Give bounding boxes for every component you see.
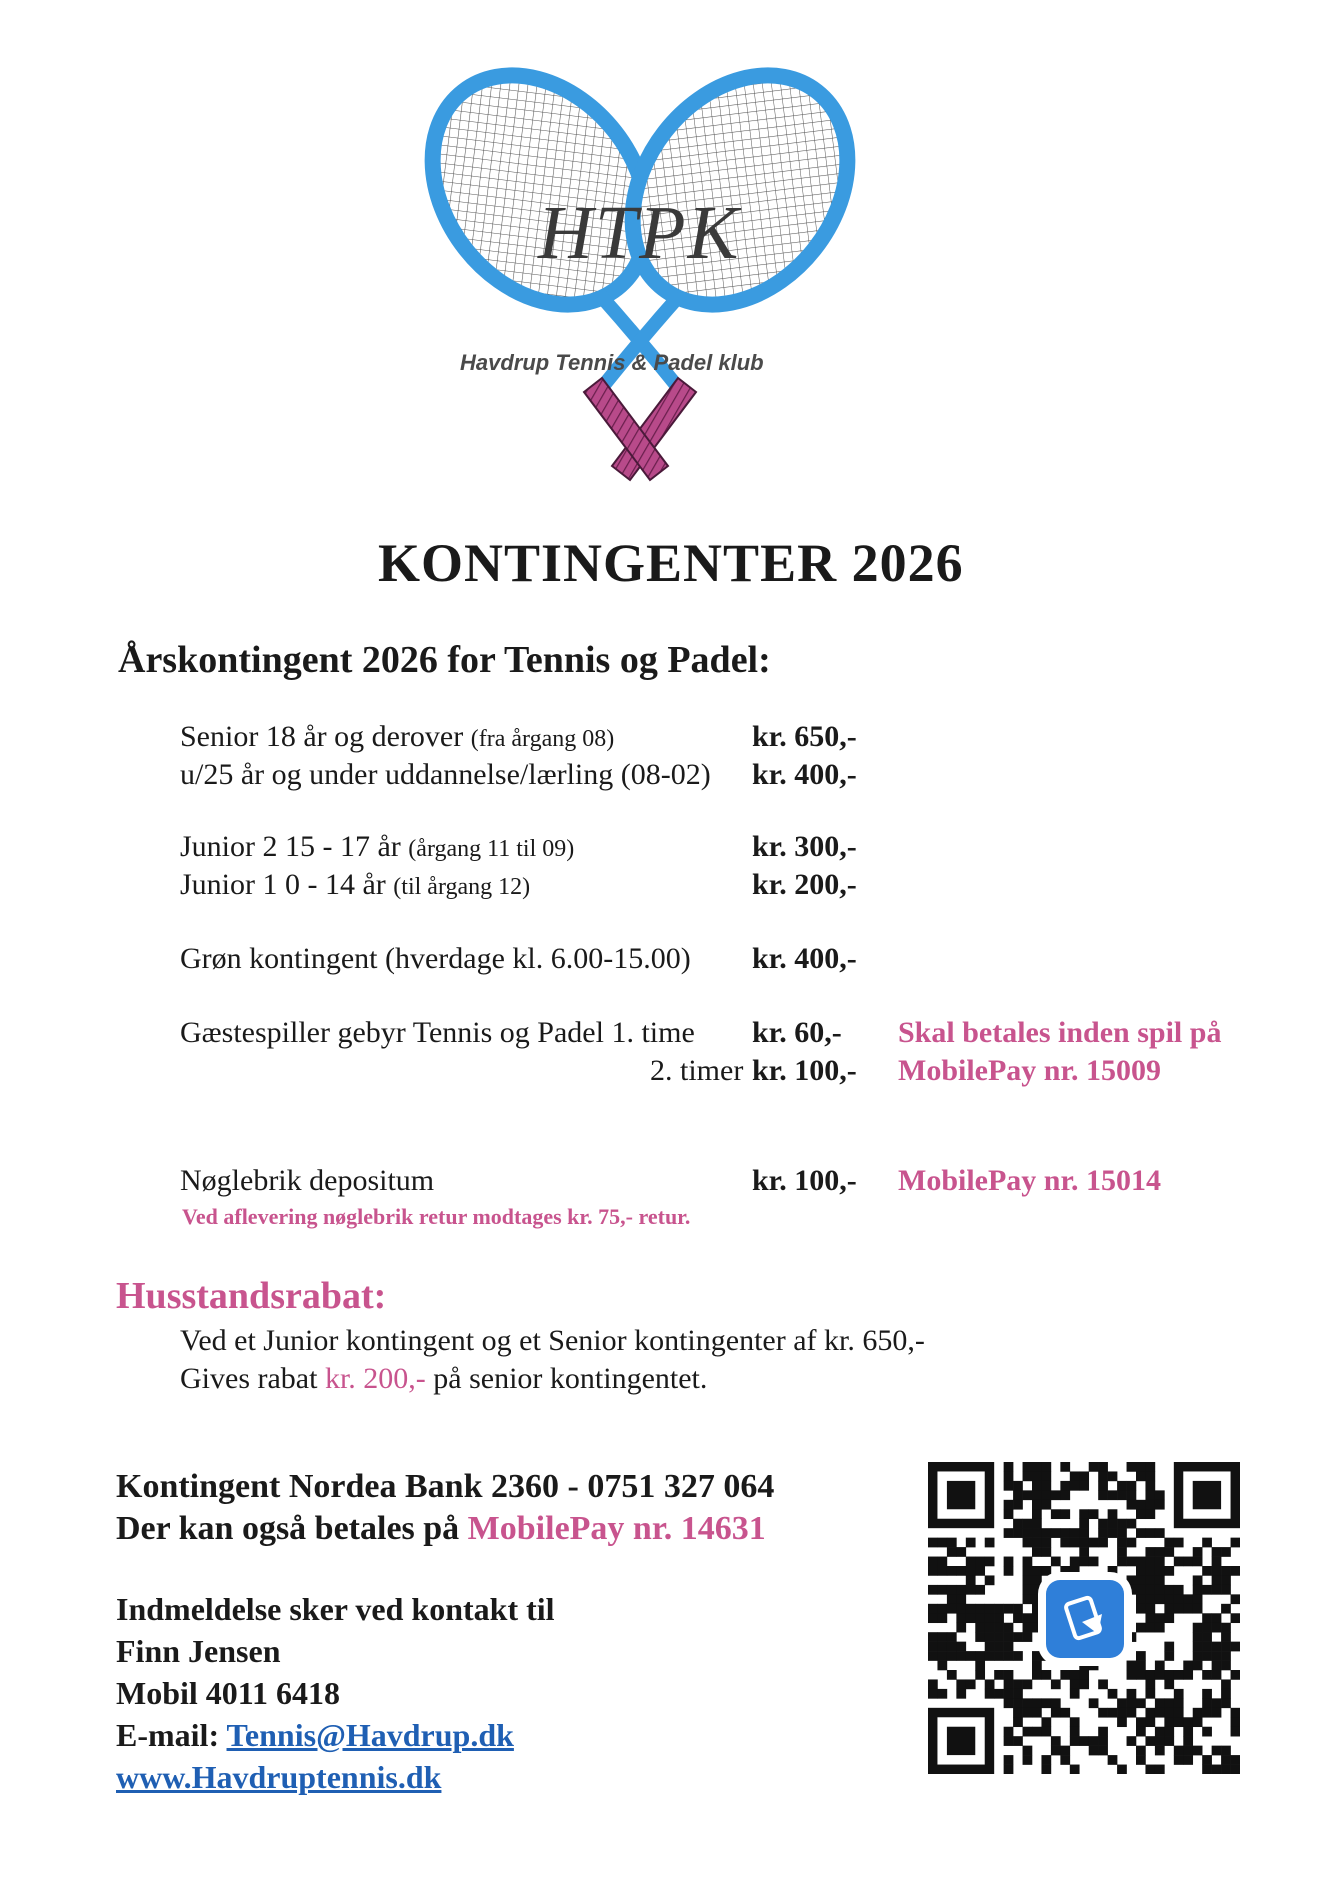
list-item: [180, 942, 691, 976]
club-logo: [380, 60, 900, 500]
row-label: Junior 1 0 - 14 år: [180, 868, 386, 901]
key-price: kr. 100,-: [752, 1164, 857, 1197]
key-return-note: Ved aflevering nøglebrik retur modtages kr. 75,- retur.: [182, 1204, 691, 1229]
row-note: (årgang 11 til 09): [408, 836, 575, 862]
row-note: (fra årgang 08): [470, 726, 615, 752]
contact-email-row: [116, 1714, 514, 1756]
mobilepay-number: MobilePay nr. 14631: [467, 1510, 766, 1547]
list-item: [180, 720, 614, 754]
bank-text: Der kan også betales på: [116, 1510, 468, 1547]
email-link[interactable]: Tennis@Havdrup.dk: [226, 1717, 514, 1753]
household-discount: kr. 200,-: [324, 1362, 426, 1395]
mobilepay-qr-code: [928, 1462, 1240, 1774]
crossed-rackets-icon: [380, 60, 900, 500]
key-note: MobilePay nr. 15014: [898, 1164, 1162, 1197]
row-price: kr. 400,-: [752, 758, 857, 791]
guest-label-2: 2. timer: [650, 1054, 744, 1087]
row-price: kr. 400,-: [752, 942, 857, 975]
guest-price-2: kr. 100,-: [752, 1054, 857, 1087]
contact-name: Finn Jensen: [116, 1633, 281, 1669]
row-price: kr. 300,-: [752, 830, 857, 863]
household-text: Gives rabat: [180, 1362, 325, 1395]
list-item: [180, 868, 530, 902]
email-label: E-mail:: [116, 1717, 227, 1753]
guest-label-1: Gæstespiller gebyr Tennis og Padel 1. time: [180, 1016, 695, 1049]
household-line-2: [180, 1362, 707, 1396]
list-item: [180, 830, 574, 864]
logo-club-name: Havdrup Tennis & Padel klub: [460, 350, 764, 375]
guest-price-1: kr. 60,-: [752, 1016, 842, 1049]
bank-line-1: Kontingent Nordea Bank 2360 - 0751 327 064: [116, 1468, 775, 1505]
annual-heading: Årskontingent 2026 for Tennis og Padel:: [118, 639, 771, 681]
row-label: Junior 2 15 - 17 år: [180, 830, 401, 863]
household-text: på senior kontingentet.: [425, 1362, 708, 1395]
row-price: kr. 200,-: [752, 868, 857, 901]
guest-note-2: MobilePay nr. 15009: [898, 1054, 1162, 1087]
row-label: u/25 år og under uddannelse/lærling (08-02): [180, 758, 711, 791]
household-heading: Husstandsrabat:: [116, 1275, 387, 1317]
row-label: Senior 18 år og derover: [180, 720, 464, 753]
list-item: [180, 758, 711, 792]
key-label: Nøglebrik depositum: [180, 1164, 435, 1197]
household-line-1: Ved et Junior kontingent og et Senior kontingenter af kr. 650,-: [180, 1324, 925, 1357]
website-link[interactable]: www.Havdruptennis.dk: [116, 1759, 442, 1795]
contact-line: Indmeldelse sker ved kontakt til: [116, 1591, 555, 1627]
page-title: KONTINGENTER 2026: [378, 533, 964, 593]
mobilepay-icon: [1046, 1580, 1124, 1658]
row-note: (til årgang 12): [393, 874, 531, 900]
contact-mobile: Mobil 4011 6418: [116, 1675, 341, 1711]
logo-initials: HTPK: [538, 191, 741, 275]
guest-note-1: Skal betales inden spil på: [898, 1016, 1222, 1049]
row-price: kr. 650,-: [752, 720, 857, 753]
bank-line-2: [116, 1508, 766, 1550]
row-label: Grøn kontingent (hverdage kl. 6.00-15.00): [180, 942, 691, 975]
